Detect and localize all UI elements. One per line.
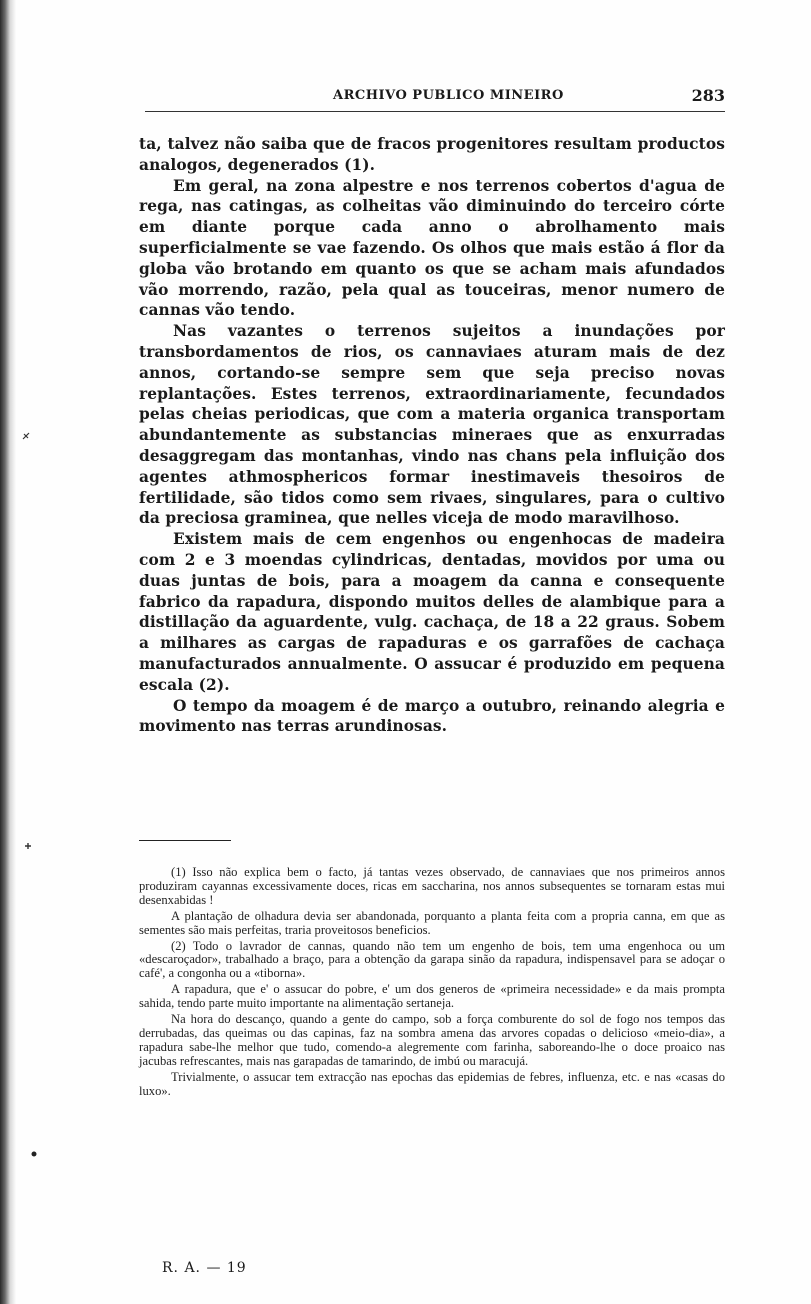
footnote-2: (2) Todo o lavrador de cannas, quando não tem um engenho de bois, tem uma engenhoca ou um «descaroçador», trabalhado a braço, para a obtenção da garapa sinão da rapadura, indispensavel para se adoçar o café', a congonha ou a «tiborna». [139, 938, 725, 981]
footnote-2-cont-b: Na hora do descanço, quando a gente do campo, sob a força comburente do sol de fogo nos tempos das derrubadas, das queimas ou das capinas, faz na sombra amena das arvores copadas o delicioso «meio-dia», a rapadura sabe-lhe melhor que tudo, comendo-a alegremente com farinha, saboreando-lhe o doce proaico nas jacubas refrescantes, mais nas garapadas de tamarindo, de imbú ou maracujá. [139, 1012, 725, 1068]
header-rule [145, 111, 725, 112]
footnote-2-cont-c: Trivialmente, o assucar tem extracção nas epochas das epidemias de febres, influenza, etc. e nas «casas do luxo». [139, 1069, 725, 1098]
footnote-rule [139, 840, 231, 841]
paragraph-2: Em geral, na zona alpestre e nos terrenos cobertos d'agua de rega, nas catingas, as colheitas vão diminuindo do terceiro córte em diante porque cada anno o abrolhamento mais superficialmente se vae fazendo. Os olhos que mais estão á flor da globa vão brotando em quanto os que se acham mais afundados vão morrendo, razão, pela qual as touceiras, menor numero de cannas vão tendo. [139, 176, 725, 320]
journal-title: ARCHIVO PUBLICO MINEIRO [333, 88, 564, 103]
page-number: 283 [691, 86, 725, 105]
margin-tick-mark [22, 432, 30, 440]
footnote-1-cont: A plantação de olhadura devia ser abandonada, porquanto a planta feita com a propria canna, em que as sementes são mais perfeitas, traria proveitosos beneficios. [139, 908, 725, 937]
binding-shadow [0, 0, 16, 1304]
paragraph-3: Nas vazantes o terrenos sujeitos a inundações por transbordamentos de rios, os cannaviaes aturam mais de dez annos, cortando-se sempre sem que seja preciso novas replantações. Estes terrenos, extraordinariamente, fecundados pelas cheias periodicas, que com a materia organica transportam abundantemente as substancias mineraes que as enxurradas desaggregam das montanhas, vindo nas chans pela influição dos agentes athmosphericos formar inestimaveis thesoiros de fertilidade, são tidos como sem rivaes, singulares, para o cultivo da preciosa graminea, que nelles viceja de modo maravilhoso. [139, 322, 725, 528]
margin-tick-mark [24, 842, 32, 850]
body-text [139, 134, 725, 737]
footnotes [139, 866, 725, 1101]
footnote-2-cont-a: A rapadura, que e' o assucar do pobre, e' um dos generos de «primeira necessidade» e da mais prompta sahida, tendo parte muito importante na alimentação sertaneja. [139, 982, 725, 1011]
paragraph-5: O tempo da moagem é de março a outubro, reinando alegria e movimento nas terras arundinosas. [139, 696, 725, 736]
paragraph-1: ta, talvez não saiba que de fracos progenitores resultam productos analogos, degenerados (1). [139, 135, 725, 174]
margin-dot-mark [30, 1150, 38, 1158]
running-header [145, 88, 725, 110]
signature-mark: R. A. — 19 [162, 1260, 247, 1276]
footnote-1: (1) Isso não explica bem o facto, já tantas vezes observado, de cannaviaes que nos primeiros annos produziram cayannas excessivamente doces, ricas em saccharina, nos annos subsequentes se tornaram estas mui desenxabidas ! [139, 865, 725, 907]
paragraph-4: Existem mais de cem engenhos ou engenhocas de madeira com 2 e 3 moendas cylindricas, dentadas, movidos por uma ou duas juntas de bois, para a moagem da canna e consequente fabrico da rapadura, dispondo muitos delles de alambique para a distillação da aguardente, vulg. cachaça, de 18 a 22 graus. Sobem a milhares as cargas de rapaduras e os garrafões de cachaça manufacturados annualmente. O assucar é produzido em pequena escala (2). [139, 530, 725, 694]
